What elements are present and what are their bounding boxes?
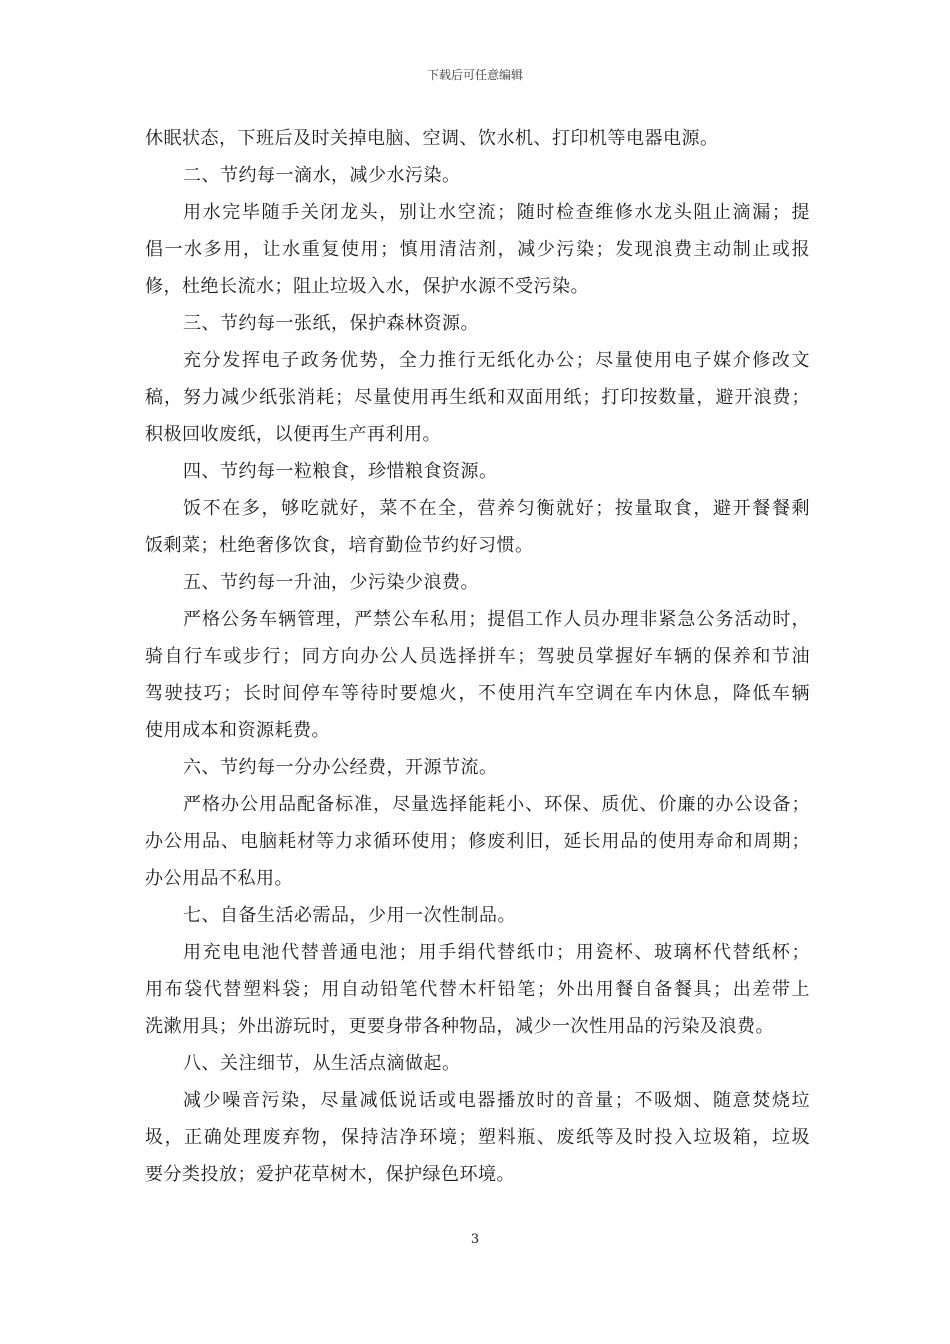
- paragraph-line: 倡一水多用，让水重复使用；慎用清洁剂，减少污染；发现浪费主动制止或报: [145, 239, 810, 260]
- paragraph-line: 要分类投放；爱护花草树木，保护绿色环境。: [145, 1164, 515, 1185]
- paragraph-line: 用充电电池代替普通电池；用手绢代替纸巾；用瓷杯、玻璃杯代替纸杯；: [183, 942, 810, 963]
- section-heading: 七、自备生活必需品，少用一次性制品。: [183, 905, 516, 926]
- paragraph-line: 充分发挥电子政务优势，全力推行无纸化办公；尽量使用电子媒介修改文: [183, 350, 810, 371]
- paragraph-line: 严格公务车辆管理，严禁公车私用；提倡工作人员办理非紧急公务活动时，: [183, 609, 810, 630]
- paragraph-line: 圾，正确处理废弃物，保持洁净环境；塑料瓶、废纸等及时投入垃圾箱，垃圾: [145, 1127, 810, 1148]
- paragraph-line: 办公用品不私用。: [145, 868, 293, 889]
- paragraph-line: 用布袋代替塑料袋；用自动铅笔代替木杆铅笔；外出用餐自备餐具；出差带上: [145, 979, 810, 1000]
- section-heading: 五、节约每一升油，少污染少浪费。: [183, 572, 479, 593]
- paragraph-line: 驾驶技巧；长时间停车等待时要熄火，不使用汽车空调在车内休息，降低车辆: [145, 683, 810, 704]
- paragraph-line: 饭剩菜；杜绝奢侈饮食，培育勤俭节约好习惯。: [145, 535, 534, 556]
- paragraph-line: 休眠状态，下班后及时关掉电脑、空调、饮水机、打印机等电器电源。: [145, 128, 719, 149]
- paragraph-line: 骑自行车或步行；同方向办公人员选择拼车；驾驶员掌握好车辆的保养和节油: [145, 646, 810, 667]
- paragraph-line: 积极回收废纸，以便再生产再利用。: [145, 424, 441, 445]
- section-heading: 三、节约每一张纸，保护森林资源。: [183, 313, 479, 334]
- paragraph-line: 稿，努力减少纸张消耗；尽量使用再生纸和双面用纸；打印按数量，避开浪费；: [145, 387, 810, 408]
- section-heading: 八、关注细节，从生活点滴做起。: [183, 1053, 461, 1074]
- paragraph-line: 洗漱用具；外出游玩时，更要身带各种物品，减少一次性用品的污染及浪费。: [145, 1016, 774, 1037]
- page-header: 下载后可任意编辑: [426, 68, 523, 82]
- page-number: 3: [470, 1232, 480, 1247]
- section-heading: 二、节约每一滴水，减少水污染。: [183, 165, 461, 186]
- paragraph-line: 修，杜绝长流水；阻止垃圾入水，保护水源不受污染。: [145, 276, 589, 297]
- paragraph-line: 使用成本和资源耗费。: [145, 720, 330, 741]
- paragraph-line: 严格办公用品配备标准，尽量选择能耗小、环保、质优、价廉的办公设备；: [183, 794, 810, 815]
- section-heading: 六、节约每一分办公经费，开源节流。: [183, 757, 498, 778]
- paragraph-line: 办公用品、电脑耗材等力求循环使用；修废利旧，延长用品的使用寿命和周期；: [145, 831, 810, 852]
- paragraph-line: 减少噪音污染，尽量减低说话或电器播放时的音量；不吸烟、随意焚烧垃: [183, 1090, 810, 1111]
- document-body: [145, 120, 810, 1193]
- paragraph-line: 用水完毕随手关闭龙头，别让水空流；随时检查维修水龙头阻止滴漏；提: [183, 202, 810, 223]
- section-heading: 四、节约每一粒粮食，珍惜粮食资源。: [183, 461, 498, 482]
- paragraph-line: 饭不在多，够吃就好，菜不在全，营养匀衡就好；按量取食，避开餐餐剩: [183, 498, 810, 519]
